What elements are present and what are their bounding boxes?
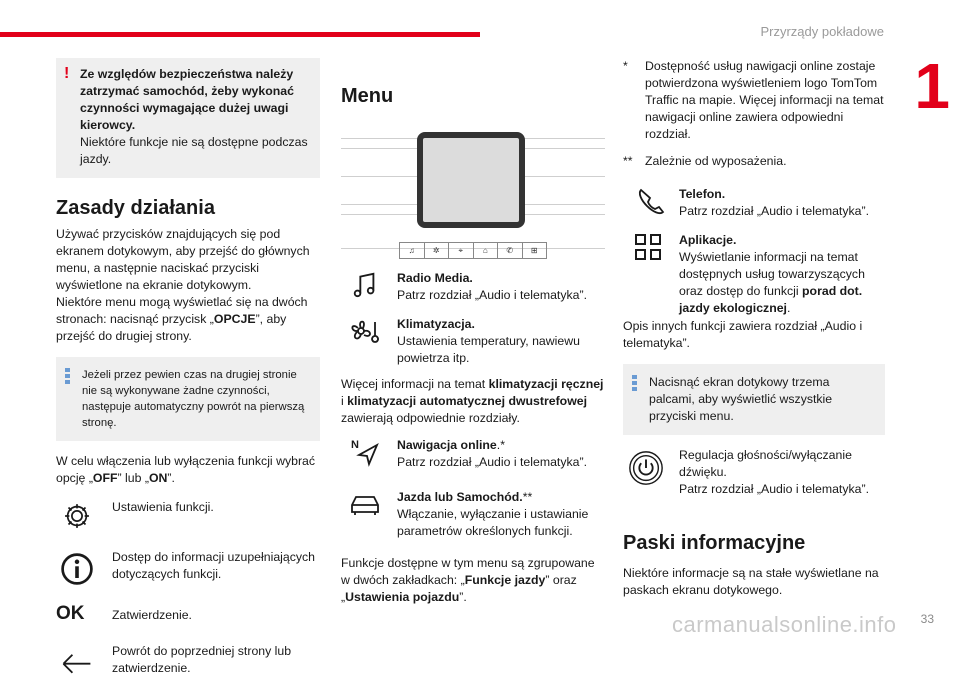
navigation-icon <box>351 437 381 467</box>
list-item <box>56 549 320 607</box>
touchscreen-illustration <box>341 118 605 264</box>
tabs-paragraph: Funkcje dostępne w tym menu są zgrupowane w dwóch zakładkach: „Funkcje jazdy” oraz „Ustawienia pojazdu”. <box>341 556 595 604</box>
list-item-text: Zatwierdzenie. <box>112 608 192 622</box>
exclamation-icon: ! <box>64 65 70 82</box>
list-item-text: Ustawienia funkcji. <box>112 500 214 514</box>
footnote <box>623 153 885 170</box>
list-item <box>56 499 320 549</box>
list-item <box>56 603 320 643</box>
list-item-text: Klimatyzacja. Ustawienia temperatury, nawiewu powietrza itp. <box>397 317 580 365</box>
column-left <box>56 58 320 683</box>
info-marker-icon <box>632 375 637 397</box>
principles-paragraph <box>56 226 320 345</box>
footnote-mark: * <box>623 59 628 73</box>
footnote-text: Dostępność usług nawigacji online zostaje potwierdzona wyświetleniem logo TomTom Traffic na mapie. Więcej informacji na temat nawigacji online zawiera odpowiedni rozdział. <box>645 59 884 141</box>
list-item-text: Dostęp do informacji uzupełniających dotyczących funkcji. <box>112 550 316 581</box>
phone-icon: ✆ <box>498 243 523 258</box>
power-icon <box>627 449 665 487</box>
fan-icon <box>349 316 381 346</box>
warning-box <box>56 58 320 178</box>
aircon-paragraph: Więcej informacji na temat klimatyzacji ręcznej i klimatyzacji automatycznej dwustrefowej zawierają odpowiednie rozdziały. <box>341 377 604 425</box>
warning-text: Niektóre funkcje nie są dostępne podczas jazdy. <box>80 135 308 166</box>
page-number: 33 <box>920 612 934 626</box>
list-item <box>56 643 320 683</box>
info-box-left <box>56 357 320 441</box>
principles-text-a: Używać przycisków znajdujących się pod ekranem dotykowym, aby przejść do głównych menu, a następnie naciskać przyciski wyświetlone na ekranie dotykowym. <box>56 227 310 292</box>
navigation-icon: ⌖ <box>449 243 474 258</box>
list-item-text: Regulacja głośności/wyłączanie dźwięku. Patrz rozdział „Audio i telematyka”. <box>679 448 869 496</box>
info-icon <box>59 551 95 587</box>
section-title-menu: Menu <box>341 85 394 107</box>
info-text-left: Jeżeli przez pewien czas na drugiej stronie nie są wykonywane żadne czynności, następuje automatyczny powrót na pierwszą stronę. <box>82 369 305 429</box>
section-title-info-bars: Paski informacyjne <box>623 532 806 554</box>
list-item <box>341 270 605 316</box>
footnote <box>623 58 885 143</box>
list-item-text: Telefon. Patrz rozdział „Audio i telematyka”. <box>679 187 869 218</box>
car-icon <box>349 493 381 515</box>
other-functions-paragraph: Opis innych funkcji zawiera rozdział „Audio i telematyka”. <box>623 319 863 350</box>
list-item <box>623 232 885 318</box>
header-accent-bar <box>0 32 480 37</box>
list-item <box>341 489 605 555</box>
section-title-principles: Zasady działania <box>56 197 215 219</box>
fan-icon: ✲ <box>425 243 450 258</box>
list-item-text: Radio Media. Patrz rozdział „Audio i telematyka”. <box>397 271 587 302</box>
info-text-right: Nacisnąć ekran dotykowy trzema palcami, aby wyświetlić wszystkie przyciski menu. <box>649 375 833 423</box>
principles-text-b: Niektóre menu mogą wyświetlać się na dwóch stronach: nacisnąć przycisk „OPCJE”, aby przejść do drugiej strony. <box>56 295 308 343</box>
music-note-icon <box>351 270 379 300</box>
apps-grid-icon <box>635 234 661 260</box>
list-item-text: Nawigacja online.* Patrz rozdział „Audio i telematyka”. <box>397 438 587 469</box>
list-item-text: Aplikacje. Wyświetlanie informacji na temat dostępnych usług towarzyszących oraz dostęp do funkcji porad dot. jazdy ekologicznej. <box>679 233 865 315</box>
list-item <box>341 437 605 489</box>
onoff-paragraph: W celu włączenia lub wyłączenia funkcji wybrać opcję „OFF” lub „ON”. <box>56 454 316 485</box>
column-middle <box>341 58 605 606</box>
car-icon: ⌂ <box>474 243 499 258</box>
apps-grid-icon: ⊞ <box>530 246 538 255</box>
screen-button-bar <box>399 242 547 259</box>
list-item-text: Powrót do poprzedniej strony lub zatwierdzenie. <box>112 644 292 675</box>
back-arrow-icon <box>58 647 94 675</box>
list-item <box>341 316 605 376</box>
info-marker-icon <box>65 368 70 390</box>
watermark: carmanualsonline.info <box>672 612 897 637</box>
svg-text:N: N <box>351 439 359 451</box>
info-bars-paragraph: Niektóre informacje są na stałe wyświetlane na paskach ekranu dotykowego. <box>623 566 879 597</box>
phone-icon <box>635 186 665 216</box>
list-item <box>623 186 885 232</box>
ok-icon: OK <box>56 603 85 624</box>
list-item-text: Jazda lub Samochód.** Włączanie, wyłączanie i ustawianie parametrów określonych funkcji. <box>397 490 589 538</box>
page-header-title: Przyrządy pokładowe <box>760 24 884 39</box>
screen-display <box>417 132 525 228</box>
warning-bold-text: Ze względów bezpieczeństwa należy zatrzymać samochód, żeby wykonać czynności wymagające dużej uwagi kierowcy. <box>80 67 294 132</box>
footnote-mark: ** <box>623 154 633 168</box>
footnote-text: Zależnie od wyposażenia. <box>645 154 787 168</box>
music-note-icon: ♫ <box>400 243 425 258</box>
column-right <box>623 58 885 599</box>
info-box-right <box>623 364 885 435</box>
gear-icon <box>60 499 94 533</box>
chapter-number: 1 <box>914 50 950 122</box>
list-item <box>623 447 885 513</box>
screen-frame <box>375 118 571 240</box>
